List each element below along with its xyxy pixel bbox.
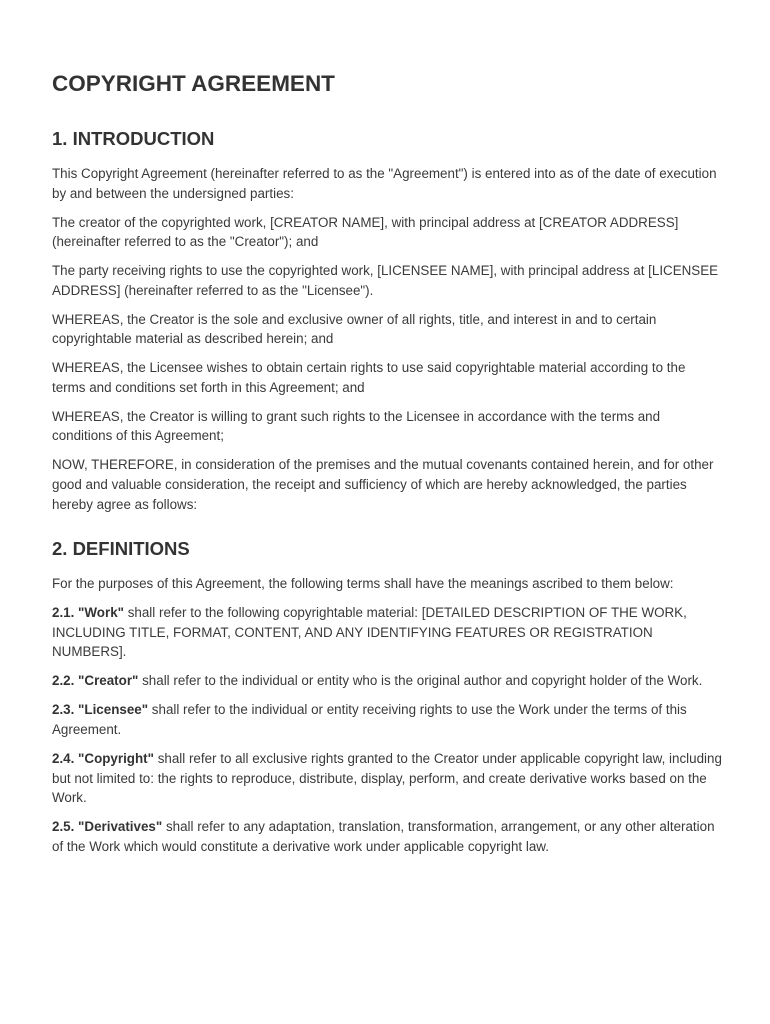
definition-term: 2.4. "Copyright" [52, 750, 154, 766]
definition-copyright [52, 749, 722, 808]
licensee-party-paragraph: The party receiving rights to use the copyrighted work, [LICENSEE NAME], with principal address at [LICENSEE ADDRESS] (hereinafter referred to as the "Licensee"). [52, 263, 719, 298]
definition-term: 2.1. "Work" [52, 605, 124, 621]
definition-text: shall refer to any adaptation, translation, transformation, arrangement, or any other alteration of the Work which would constitute a derivative work under applicable copyright law. [52, 819, 715, 854]
whereas-paragraph-2: WHEREAS, the Licensee wishes to obtain certain rights to use said copyrightable material according to the terms and conditions set forth in this Agreement; and [52, 360, 686, 395]
whereas-paragraph-3: WHEREAS, the Creator is willing to grant such rights to the Licensee in accordance with the terms and conditions of this Agreement; [52, 408, 661, 444]
definition-text: shall refer to the individual or entity receiving rights to use the Work under the terms of this Agreement. [52, 702, 687, 737]
introduction-heading: 1. INTRODUCTION [52, 128, 215, 149]
whereas-paragraph-1: WHEREAS, the Creator is the sole and exclusive owner of all rights, title, and interest in and to certain copyrightable material as described herein; and [52, 311, 657, 347]
now-therefore-paragraph: NOW, THEREFORE, in consideration of the premises and the mutual covenants contained herein, and for other good and valuable consideration, the receipt and sufficiency of which are hereby acknowledged, the parties hereby agree as follows: [52, 457, 714, 512]
definition-text: shall refer to the following copyrightable material: [DETAILED DESCRIPTION OF THE WORK, INCLUDING TITLE, FORMAT, CONTENT, AND ANY IDENTIFYING FEATURES OR REGISTRATION NUMBERS]. [52, 605, 687, 660]
definition-term: 2.5. "Derivatives" [52, 819, 163, 835]
document-title: COPYRIGHT AGREEMENT [52, 71, 335, 96]
definition-work [52, 603, 722, 662]
definition-text: shall refer to all exclusive rights granted to the Creator under applicable copyright law, including but not limited to: the rights to reproduce, distribute, display, perform, and create derivative works based on the Work. [52, 750, 722, 806]
definition-term: 2.3. "Licensee" [52, 702, 149, 718]
intro-paragraph: This Copyright Agreement (hereinafter referred to as the "Agreement") is entered into as of the date of execution by and between the undersigned parties: [52, 166, 717, 201]
definition-derivatives [52, 817, 722, 856]
definitions-intro: For the purposes of this Agreement, the following terms shall have the meanings ascribed to them below: [52, 576, 674, 592]
definition-term: 2.2. "Creator" [52, 673, 139, 689]
section-definitions [52, 536, 722, 856]
section-introduction [52, 126, 722, 514]
definitions-heading: 2. DEFINITIONS [52, 538, 190, 560]
document-page [52, 68, 722, 878]
creator-party-paragraph: The creator of the copyrighted work, [CREATOR NAME], with principal address at [CREATOR ADDRESS] (hereinafter referred to as the "Creator"); and [52, 214, 679, 250]
definition-creator [52, 671, 722, 691]
definition-licensee [52, 700, 722, 739]
definition-text: shall refer to the individual or entity who is the original author and copyright holder of the Work. [138, 673, 703, 689]
